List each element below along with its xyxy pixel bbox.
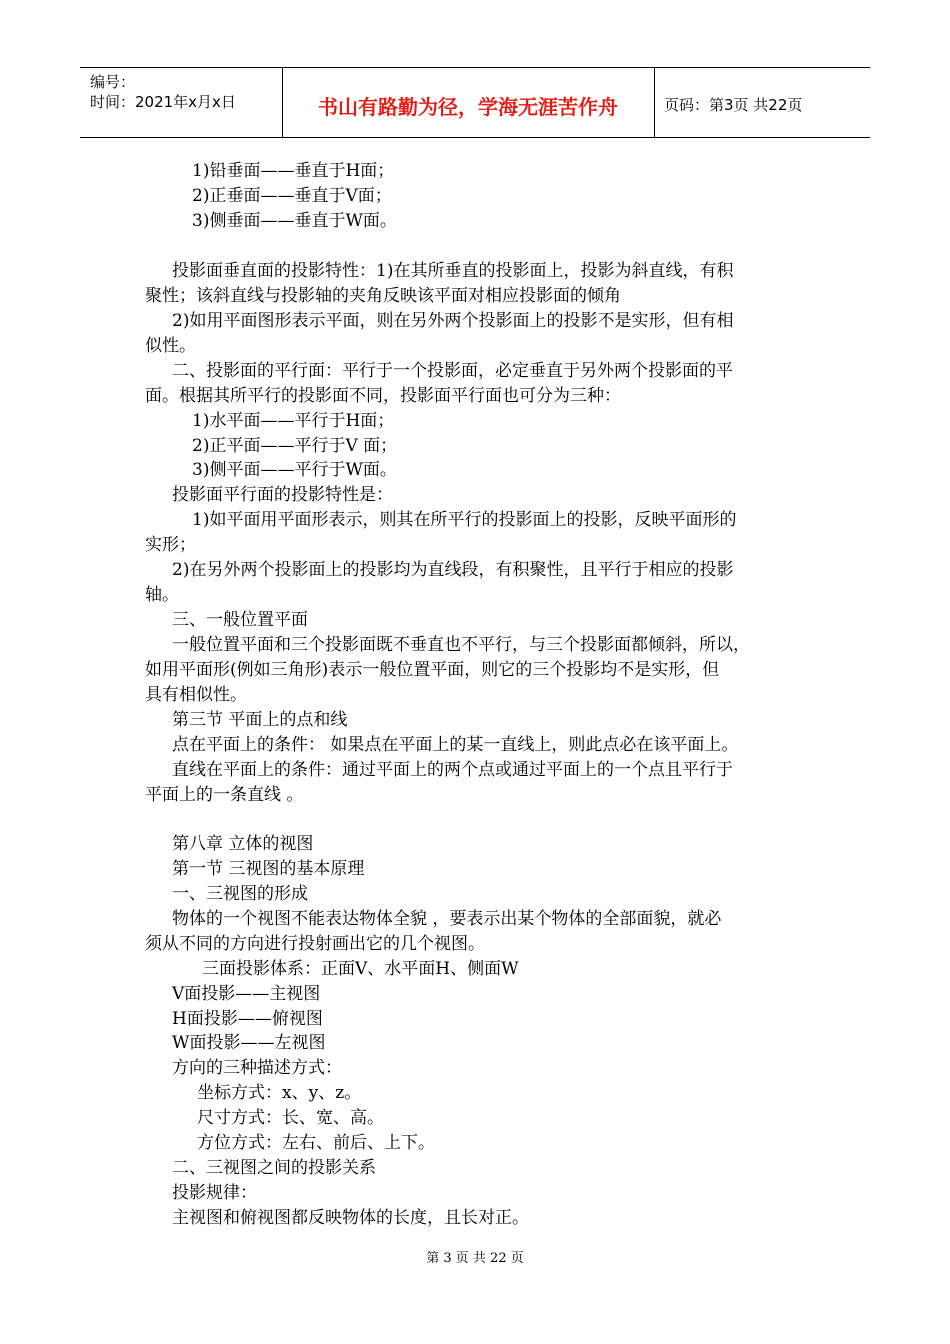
text-line: 1)铅垂面——垂直于H面； bbox=[192, 161, 395, 181]
text-line: 投影面平行面的投影特性是： bbox=[172, 485, 393, 505]
text-line: 2)如用平面图形表示平面，则在另外两个投影面上的投影不是实形，但有相 bbox=[172, 311, 734, 331]
text-line: H面投影——俯视图 bbox=[172, 1009, 323, 1029]
text-line: 主视图和俯视图都反映物体的长度，且长对正。 bbox=[172, 1208, 529, 1228]
text-line: 点在平面上的条件： 如果点在平面上的某一直线上，则此点必在该平面上。 bbox=[172, 735, 739, 755]
text-line: 3)侧垂面——垂直于W面。 bbox=[192, 211, 397, 231]
text-line: 三、一般位置平面 bbox=[172, 610, 308, 630]
text-line: 1)如平面用平面形表示，则其在所平行的投影面上的投影，反映平面形的 bbox=[192, 510, 737, 530]
text-line: 实形； bbox=[145, 535, 196, 555]
text-line: 二、三视图之间的投影关系 bbox=[172, 1158, 376, 1178]
text-line: 方位方式：左右、前后、上下。 bbox=[197, 1133, 435, 1153]
text-line: 面。根据其所平行的投影面不同，投影面平行面也可分为三种： bbox=[145, 386, 621, 406]
text-line: 2)正垂面——垂直于V面； bbox=[192, 186, 392, 206]
text-line: 坐标方式：x、y、z。 bbox=[197, 1083, 362, 1103]
document-time-label: 时间：2021年x月x日 bbox=[90, 93, 236, 111]
text-line: 2)在另外两个投影面上的投影均为直线段，有积聚性，且平行于相应的投影 bbox=[172, 560, 734, 580]
motto-text: 书山有路勤为径，学海无涯苦作舟 bbox=[318, 95, 618, 119]
text-line: V面投影——主视图 bbox=[172, 984, 321, 1004]
text-line: 如用平面形(例如三角形)表示一般位置平面，则它的三个投影均不是实形，但 bbox=[145, 660, 720, 680]
text-line: 1)水平面——平行于H面； bbox=[192, 411, 395, 431]
text-line: 似性。 bbox=[145, 336, 196, 356]
text-line: 一般位置平面和三个投影面既不垂直也不平行，与三个投影面都倾斜，所以， bbox=[172, 635, 750, 655]
text-line: 平面上的一条直线 。 bbox=[145, 785, 304, 805]
section-heading: 第三节 平面上的点和线 bbox=[172, 710, 348, 730]
text-line: 投影面垂直面的投影特性：1)在其所垂直的投影面上，投影为斜直线，有积 bbox=[172, 261, 734, 281]
chapter-heading: 第八章 立体的视图 bbox=[172, 834, 314, 854]
text-line: 2)正平面——平行于V 面； bbox=[192, 436, 398, 456]
text-line: 聚性；该斜直线与投影轴的夹角反映该平面对相应投影面的倾角 bbox=[145, 286, 621, 306]
text-line: 须从不同的方向进行投射画出它的几个视图。 bbox=[145, 934, 485, 954]
text-line: 物体的一个视图不能表达物体全貌 ，要表示出某个物体的全部面貌，就必 bbox=[172, 909, 722, 929]
text-line: 直线在平面上的条件：通过平面上的两个点或通过平面上的一个点且平行于 bbox=[172, 760, 733, 780]
text-line: 一、三视图的形成 bbox=[172, 884, 308, 904]
text-line: 具有相似性。 bbox=[145, 685, 247, 705]
text-line: 投影规律： bbox=[172, 1183, 257, 1203]
document-number-label: 编号： bbox=[90, 73, 136, 91]
page-header bbox=[80, 67, 870, 138]
header-page-info: 页码：第3页 共22页 bbox=[664, 96, 803, 114]
text-line: 二、投影面的平行面：平行于一个投影面，必定垂直于另外两个投影面的平 bbox=[172, 361, 733, 381]
page-footer: 第 3 页 共 22 页 bbox=[426, 1251, 524, 1266]
text-line: 轴。 bbox=[145, 585, 179, 605]
header-page-cell bbox=[654, 68, 870, 137]
text-line: 3)侧平面——平行于W面。 bbox=[192, 460, 397, 480]
header-motto-cell bbox=[282, 68, 655, 137]
text-line: 三面投影体系：正面V、水平面H、侧面W bbox=[202, 959, 519, 979]
header-meta-cell bbox=[80, 68, 283, 137]
text-line: W面投影——左视图 bbox=[172, 1033, 326, 1053]
text-line: 尺寸方式：长、宽、高。 bbox=[197, 1108, 384, 1128]
section-heading: 第一节 三视图的基本原理 bbox=[172, 859, 365, 879]
text-line: 方向的三种描述方式： bbox=[172, 1058, 342, 1078]
